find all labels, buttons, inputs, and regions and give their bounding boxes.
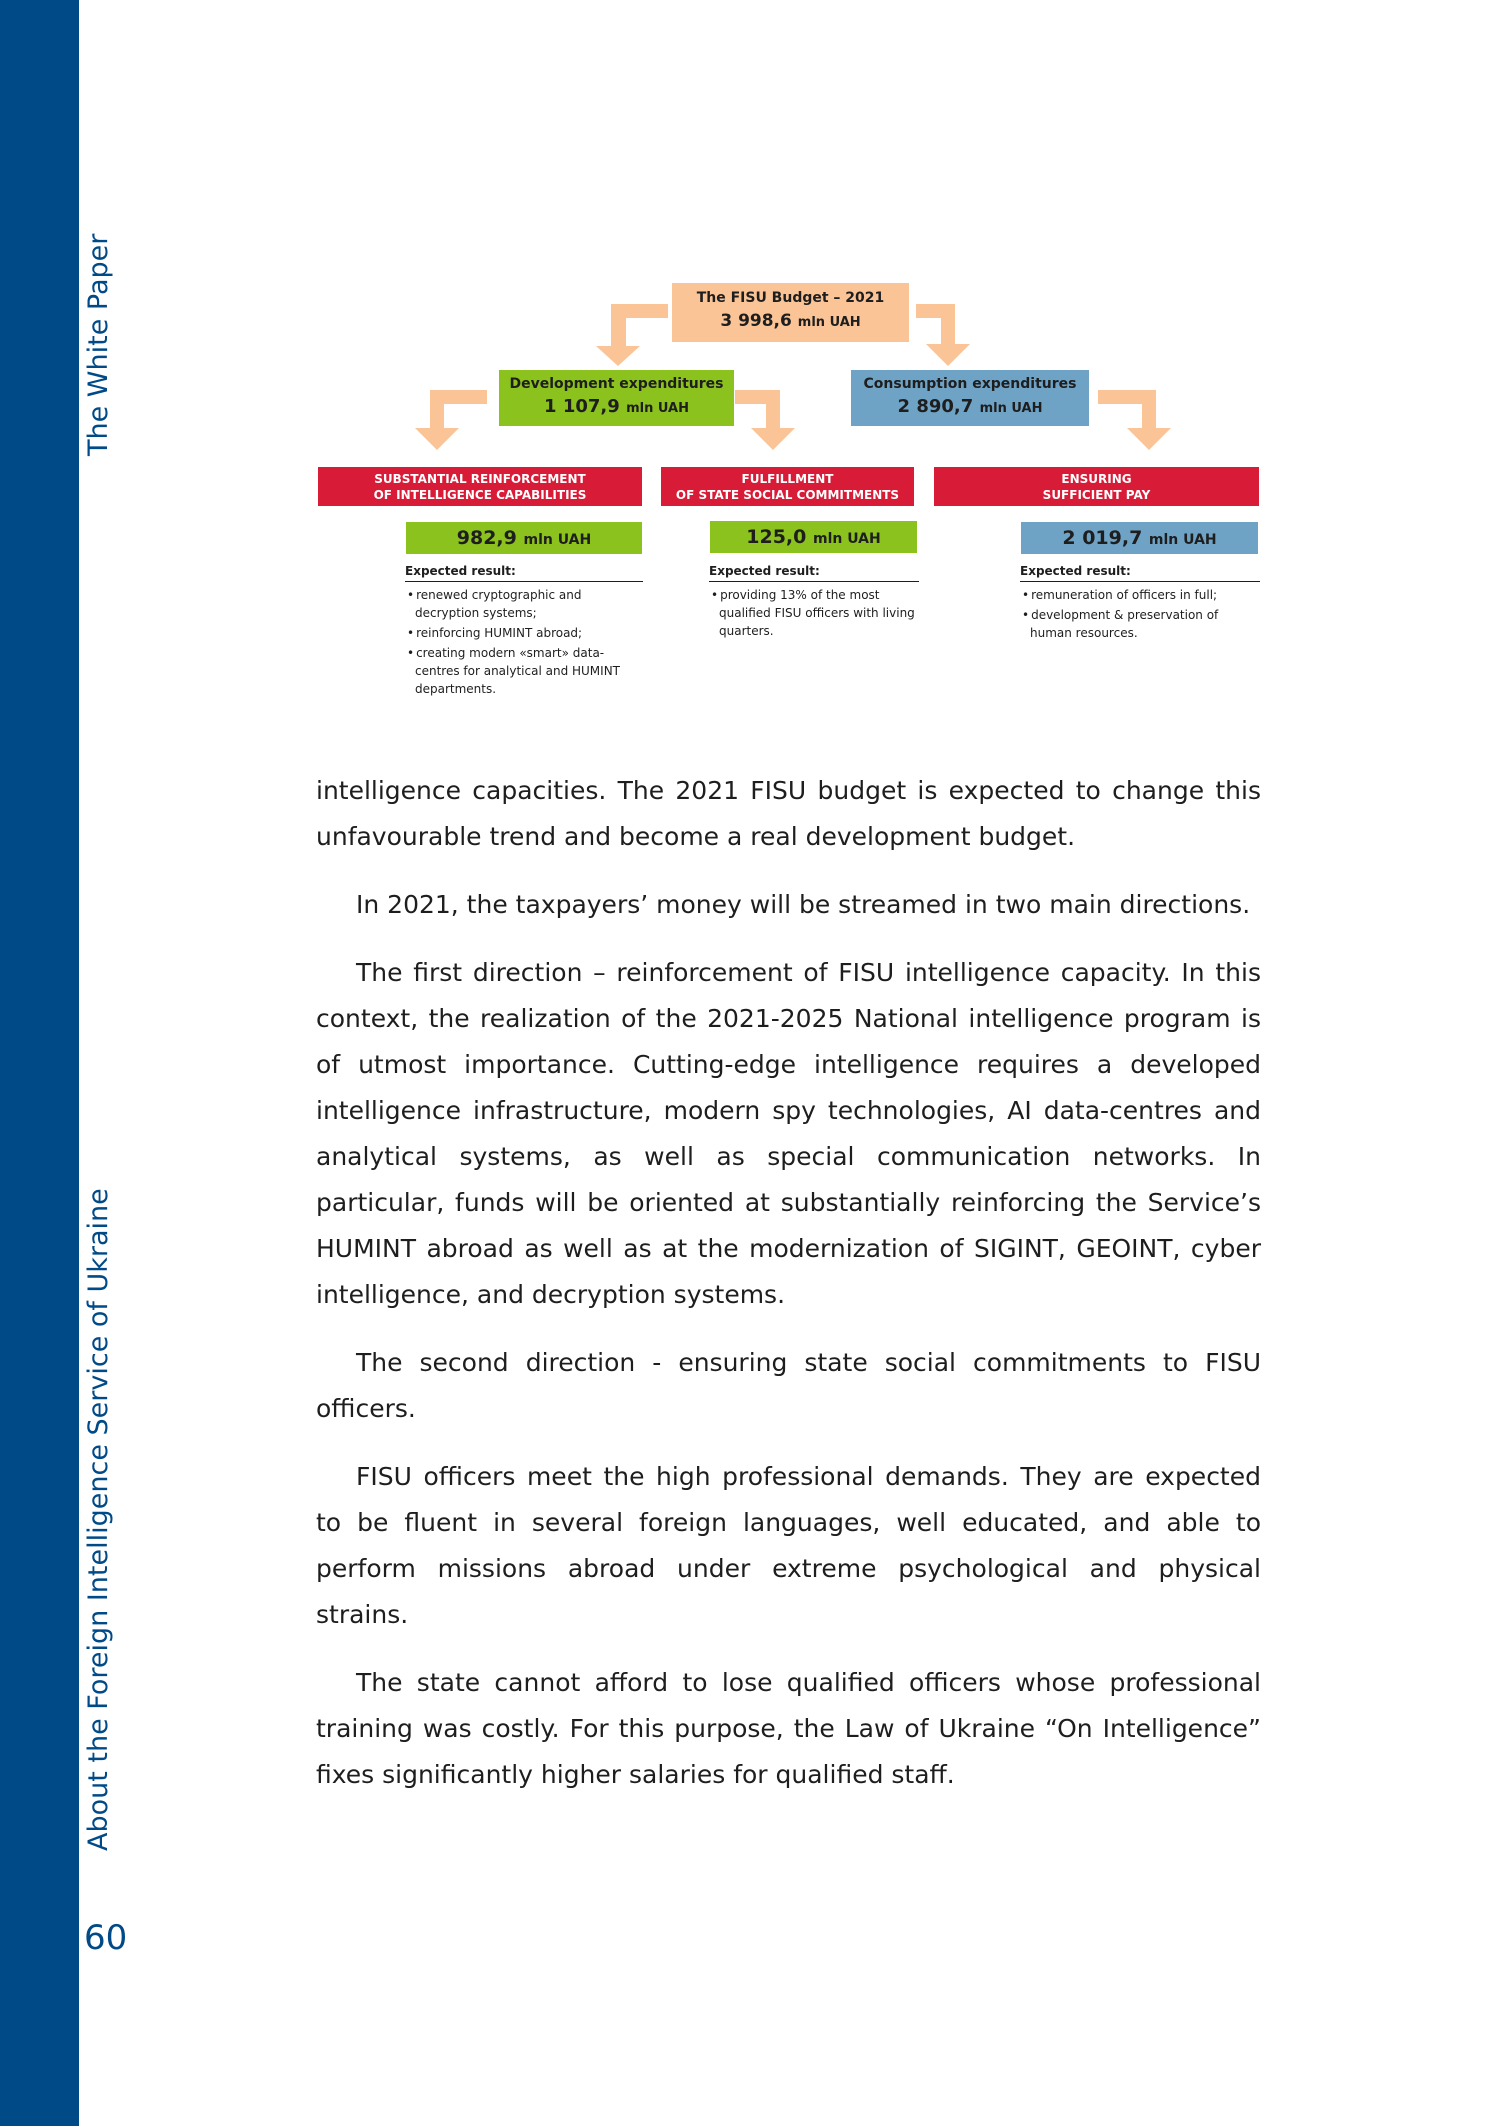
direction-reinforcement-value: 982,9 [456,527,517,549]
direction-pay-line1: ENSURING [1061,472,1132,486]
running-title: The White Paper [83,233,114,456]
direction-reinforcement-line2: OF INTELLIGENCE CAPABILITIES [373,488,587,502]
direction-social-unit: mln UAH [813,531,881,547]
consumption-title: Consumption expenditures [863,376,1077,392]
list-item: • development & preservation of human resources. [1020,606,1260,642]
paragraph: The state cannot afford to lose qualified officers whose professional training was costly. For this purpose, the Law of Ukraine “On Intelligence” fixes significantly higher salaries for qualified staff. [316,1668,1261,1789]
direction-pay-results [1020,562,1260,644]
list-item: • creating modern «smart» data-centres for analytical and HUMINT departments. [405,644,643,698]
paragraph: The first direction – reinforcement of FISU intelligence capacity. In this context, the realization of the 2021-2025 National intelligence program is of utmost importance. Cutting-edge intelligence requires a developed intelligence infrastructure, modern spy technologies, AI data-centres and analytical systems, as well as special communication networks. In particular, funds will be oriented at substantially reinforcing the Service’s HUMINT abroad as well as at the modernization of SIGINT, GEOINT, cyber intelligence, and decryption systems. [316,958,1261,1309]
expected-result-label: Expected result: [1020,562,1260,582]
development-title: Development expenditures [509,376,724,392]
list-item: • reinforcing HUMINT abroad; [405,624,643,642]
list-item: • remuneration of officers in full; [1020,586,1260,604]
arrow-consumption-to-pay [1098,390,1171,450]
running-subtitle: About the Foreign Intelligence Service of Ukraine [83,1188,114,1851]
expected-result-label: Expected result: [405,562,643,582]
development-expenditures-box [499,370,734,426]
development-unit: mln UAH [626,401,689,416]
list-item: • renewed cryptographic and decryption systems; [405,586,643,622]
development-value: 1 107,9 [544,396,620,417]
list-item: • providing 13% of the most qualified FISU officers with living quarters. [709,586,919,640]
consumption-expenditures-box [851,370,1089,426]
direction-reinforcement-results [405,562,643,700]
paragraph: In 2021, the taxpayers’ money will be streamed in two main directions. [356,890,1251,919]
direction-reinforcement-unit: mln UAH [523,532,592,548]
direction-reinforcement-line1: SUBSTANTIAL REINFORCEMENT [374,472,586,486]
consumption-unit: mln UAH [979,401,1043,416]
body-text [316,768,1261,1820]
page-number: 60 [84,1918,128,1958]
direction-pay-unit: mln UAH [1148,532,1217,548]
direction-social-value-box [710,521,917,553]
budget-total-unit: mln UAH [797,315,861,330]
arrow-root-to-development [596,304,668,366]
direction-reinforcement-header [318,467,642,506]
consumption-value: 2 890,7 [897,396,974,417]
direction-pay-header [934,467,1259,506]
budget-total-title: The FISU Budget – 2021 [696,290,885,306]
direction-social-line1: FULFILLMENT [741,472,834,486]
expected-result-label: Expected result: [709,562,919,582]
paragraph: The second direction - ensuring state social commitments to FISU officers. [316,1348,1261,1423]
paragraph: FISU officers meet the high professional demands. They are expected to be fluent in several foreign languages, well educated, and able to perform missions abroad under extreme psychological and physical strains. [316,1462,1261,1629]
direction-pay-line2: SUFFICIENT PAY [1042,488,1151,502]
direction-social-line2: OF STATE SOCIAL COMMITMENTS [675,488,900,502]
direction-pay-value-box [1021,522,1258,554]
direction-pay-value: 2 019,7 [1062,527,1143,549]
paragraph: intelligence capacities. The 2021 FISU budget is expected to change this unfavourable trend and become a real development budget. [316,776,1261,851]
budget-total-box [672,283,909,342]
arrow-development-to-reinforcement [415,390,487,450]
direction-social-results [709,562,919,642]
arrow-development-to-social [735,390,795,450]
arrow-root-to-consumption [916,304,970,366]
budget-total-value: 3 998,6 [720,311,792,331]
direction-reinforcement-value-box [406,522,642,554]
direction-social-value: 125,0 [746,526,807,548]
direction-social-header [661,467,914,506]
